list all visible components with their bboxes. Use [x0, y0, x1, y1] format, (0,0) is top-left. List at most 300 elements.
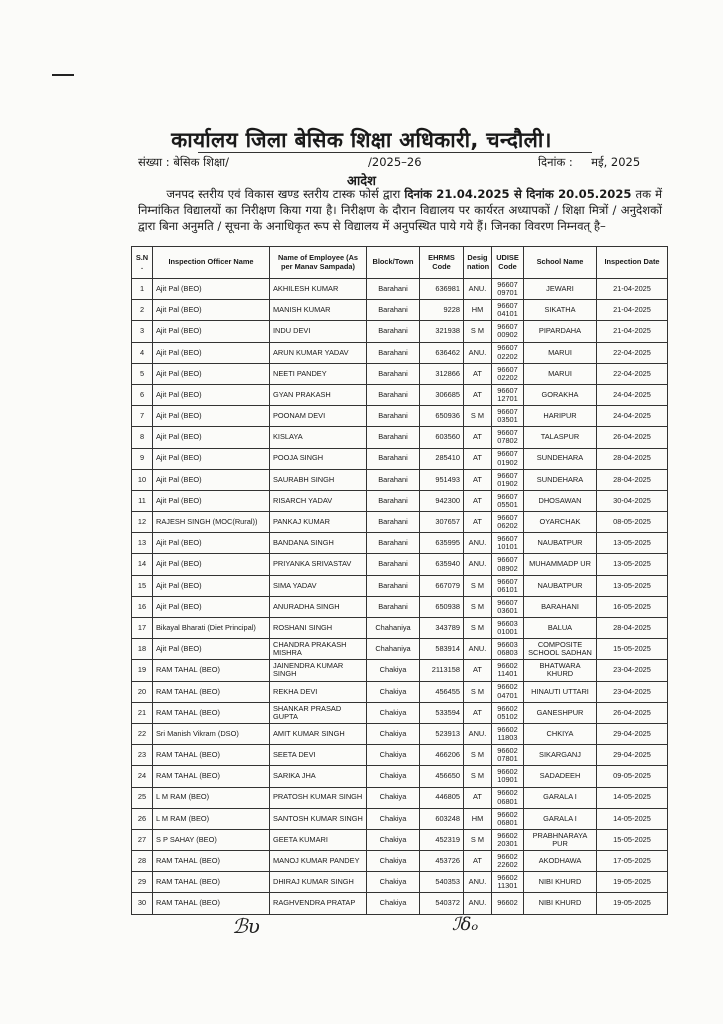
cell-udise-code: 96603 01001 — [492, 618, 524, 639]
cell-inspection-officer: Ajit Pal (BEO) — [153, 490, 270, 511]
cell-school-name: PIPARDAHA — [524, 321, 597, 342]
cell-block: Chakiya — [367, 702, 420, 723]
cell-block: Barahani — [367, 533, 420, 554]
cell-school-name: SUNDEHARA — [524, 448, 597, 469]
cell-udise-code: 96603 06803 — [492, 639, 524, 660]
cell-udise-code: 96607 10101 — [492, 533, 524, 554]
cell-employee-name: SAURABH SINGH — [270, 469, 367, 490]
cell-inspection-date: 08-05-2025 — [597, 512, 668, 533]
cell-udise-code: 96602 11301 — [492, 872, 524, 893]
cell-employee-name: POOJA SINGH — [270, 448, 367, 469]
cell-school-name: PRABHNARAYA PUR — [524, 829, 597, 850]
cell-block: Barahani — [367, 490, 420, 511]
cell-udise-code: 96607 12701 — [492, 384, 524, 405]
cell-inspection-officer: Bikayal Bharati (Diet Principal) — [153, 618, 270, 639]
cell-inspection-officer: Ajit Pal (BEO) — [153, 639, 270, 660]
cell-block: Barahani — [367, 342, 420, 363]
table-row — [132, 300, 668, 321]
cell-ehrms-code: 603560 — [420, 427, 464, 448]
cell-inspection-date: 29-04-2025 — [597, 723, 668, 744]
cell-ehrms-code: 453726 — [420, 851, 464, 872]
table-row — [132, 596, 668, 617]
cell-school-name: COMPOSITE SCHOOL SADHAN — [524, 639, 597, 660]
paragraph-text-2: तक में निम्नांकित विद्यालयों का निरीक्षण किया गया है। निरीक्षण के दौरान विद्यालय पर कार्यरत अध्यापकों / शिक्षा मित्रों / अनुदेशकों द्वारा बिना अनुमति / सूचना के अनाधिकृत रूप से विद्यालय में अनुपस्थित पाये गये हैं। जिनका विवरण निम्नवत् है– — [138, 187, 662, 234]
table-row — [132, 787, 668, 808]
cell-designation: AT — [464, 787, 492, 808]
cell-designation: AT — [464, 384, 492, 405]
cell-ehrms-code: 312866 — [420, 363, 464, 384]
cell-udise-code: 96602 22602 — [492, 851, 524, 872]
cell-inspection-date: 28-04-2025 — [597, 618, 668, 639]
cell-inspection-officer: S P SAHAY (BEO) — [153, 829, 270, 850]
cell-block: Barahani — [367, 406, 420, 427]
cell-sn: 7 — [132, 406, 153, 427]
office-title: कार्यालय जिला बेसिक शिक्षा अधिकारी, चन्दौली। — [171, 128, 552, 152]
table-row — [132, 554, 668, 575]
cell-ehrms-code: 667079 — [420, 575, 464, 596]
cell-ehrms-code: 942300 — [420, 490, 464, 511]
cell-sn: 29 — [132, 872, 153, 893]
cell-school-name: NIBI KHURD — [524, 893, 597, 914]
cell-designation: HM — [464, 300, 492, 321]
cell-inspection-officer: Ajit Pal (BEO) — [153, 448, 270, 469]
cell-inspection-officer: Ajit Pal (BEO) — [153, 596, 270, 617]
reference-year: /2025–26 — [368, 155, 422, 169]
cell-block: Chakiya — [367, 872, 420, 893]
cell-sn: 13 — [132, 533, 153, 554]
cell-employee-name: INDU DEVI — [270, 321, 367, 342]
cell-inspection-date: 23-04-2025 — [597, 660, 668, 681]
column-header-ehrms-code: EHRMS Code — [420, 247, 464, 279]
cell-school-name: OYARCHAK — [524, 512, 597, 533]
cell-inspection-date: 13-05-2025 — [597, 554, 668, 575]
cell-inspection-officer: RAM TAHAL (BEO) — [153, 872, 270, 893]
cell-designation: ANU. — [464, 872, 492, 893]
cell-udise-code: 96607 02202 — [492, 363, 524, 384]
cell-ehrms-code: 466206 — [420, 745, 464, 766]
cell-inspection-date: 22-04-2025 — [597, 342, 668, 363]
cell-designation: S M — [464, 596, 492, 617]
table-row — [132, 872, 668, 893]
cell-inspection-officer: L M RAM (BEO) — [153, 787, 270, 808]
cell-inspection-date: 21-04-2025 — [597, 300, 668, 321]
cell-employee-name: MANOJ KUMAR PANDEY — [270, 851, 367, 872]
cell-block: Barahani — [367, 363, 420, 384]
cell-designation: S M — [464, 618, 492, 639]
cell-school-name: JEWARI — [524, 279, 597, 300]
cell-employee-name: SANTOSH KUMAR SINGH — [270, 808, 367, 829]
cell-inspection-officer: RAM TAHAL (BEO) — [153, 851, 270, 872]
cell-udise-code: 96607 07802 — [492, 427, 524, 448]
date-range-text: दिनांक 21.04.2025 से दिनांक 20.05.2025 — [404, 187, 632, 201]
cell-employee-name: SHANKAR PRASAD GUPTA — [270, 702, 367, 723]
table-row — [132, 618, 668, 639]
cell-employee-name: SIMA YADAV — [270, 575, 367, 596]
cell-inspection-date: 23-04-2025 — [597, 681, 668, 702]
cell-inspection-officer: Ajit Pal (BEO) — [153, 342, 270, 363]
cell-sn: 3 — [132, 321, 153, 342]
table-row — [132, 681, 668, 702]
signature-left: ℬυ — [232, 914, 260, 938]
cell-sn: 5 — [132, 363, 153, 384]
cell-ehrms-code: 583914 — [420, 639, 464, 660]
cell-sn: 2 — [132, 300, 153, 321]
cell-inspection-officer: Ajit Pal (BEO) — [153, 575, 270, 596]
cell-designation: AT — [464, 490, 492, 511]
column-header-block: Block/Town — [367, 247, 420, 279]
table-row — [132, 490, 668, 511]
cell-sn: 14 — [132, 554, 153, 575]
cell-block: Chahaniya — [367, 639, 420, 660]
cell-designation: ANU. — [464, 533, 492, 554]
cell-block: Chakiya — [367, 660, 420, 681]
cell-inspection-officer: Ajit Pal (BEO) — [153, 427, 270, 448]
table-row — [132, 639, 668, 660]
cell-school-name: GARALA I — [524, 787, 597, 808]
cell-block: Chakiya — [367, 681, 420, 702]
cell-sn: 1 — [132, 279, 153, 300]
table-row — [132, 384, 668, 405]
cell-designation: S M — [464, 321, 492, 342]
cell-ehrms-code: 540372 — [420, 893, 464, 914]
cell-school-name: SIKATHA — [524, 300, 597, 321]
cell-employee-name: BANDANA SINGH — [270, 533, 367, 554]
cell-block: Barahani — [367, 300, 420, 321]
table-row — [132, 766, 668, 787]
column-header-inspection-officer: Inspection Officer Name — [153, 247, 270, 279]
cell-inspection-date: 30-04-2025 — [597, 490, 668, 511]
cell-designation: ANU. — [464, 342, 492, 363]
cell-block: Chahaniya — [367, 618, 420, 639]
cell-employee-name: REKHA DEVI — [270, 681, 367, 702]
cell-udise-code: 96607 06101 — [492, 575, 524, 596]
cell-block: Barahani — [367, 321, 420, 342]
cell-inspection-date: 14-05-2025 — [597, 808, 668, 829]
cell-inspection-officer: Ajit Pal (BEO) — [153, 279, 270, 300]
cell-udise-code: 96607 03501 — [492, 406, 524, 427]
table-row — [132, 469, 668, 490]
cell-ehrms-code: 540353 — [420, 872, 464, 893]
cell-sn: 22 — [132, 723, 153, 744]
cell-udise-code: 96607 09701 — [492, 279, 524, 300]
cell-inspection-date: 21-04-2025 — [597, 279, 668, 300]
cell-employee-name: PANKAJ KUMAR — [270, 512, 367, 533]
cell-inspection-date: 21-04-2025 — [597, 321, 668, 342]
signature-right: ℐδₒ — [452, 914, 479, 935]
cell-ehrms-code: 951493 — [420, 469, 464, 490]
cell-school-name: CHKIYA — [524, 723, 597, 744]
cell-block: Chakiya — [367, 893, 420, 914]
cell-inspection-officer: L M RAM (BEO) — [153, 808, 270, 829]
cell-ehrms-code: 321938 — [420, 321, 464, 342]
order-heading: आदेश — [346, 174, 377, 189]
cell-inspection-date: 28-04-2025 — [597, 469, 668, 490]
cell-designation: AT — [464, 512, 492, 533]
column-header-employee-name: Name of Employee (As per Manav Sampada) — [270, 247, 367, 279]
table-row — [132, 851, 668, 872]
cell-ehrms-code: 635995 — [420, 533, 464, 554]
cell-employee-name: RISARCH YADAV — [270, 490, 367, 511]
cell-ehrms-code: 635940 — [420, 554, 464, 575]
cell-block: Barahani — [367, 554, 420, 575]
table-row — [132, 321, 668, 342]
cell-sn: 27 — [132, 829, 153, 850]
cell-inspection-officer: Ajit Pal (BEO) — [153, 363, 270, 384]
table-row — [132, 406, 668, 427]
cell-inspection-date: 22-04-2025 — [597, 363, 668, 384]
cell-inspection-date: 24-04-2025 — [597, 406, 668, 427]
column-header-udise-code: UDISE Code — [492, 247, 524, 279]
cell-employee-name: POONAM DEVI — [270, 406, 367, 427]
cell-school-name: NIBI KHURD — [524, 872, 597, 893]
cell-designation: AT — [464, 702, 492, 723]
column-header-designation: Desig nation — [464, 247, 492, 279]
cell-sn: 8 — [132, 427, 153, 448]
cell-block: Chakiya — [367, 851, 420, 872]
cell-block: Barahani — [367, 427, 420, 448]
cell-sn: 25 — [132, 787, 153, 808]
cell-inspection-officer: Ajit Pal (BEO) — [153, 321, 270, 342]
cell-inspection-date: 24-04-2025 — [597, 384, 668, 405]
cell-ehrms-code: 523913 — [420, 723, 464, 744]
cell-inspection-officer: RAM TAHAL (BEO) — [153, 766, 270, 787]
cell-school-name: SUNDEHARA — [524, 469, 597, 490]
cell-udise-code: 96602 — [492, 893, 524, 914]
cell-designation: AT — [464, 660, 492, 681]
cell-ehrms-code: 650938 — [420, 596, 464, 617]
cell-employee-name: AMIT KUMAR SINGH — [270, 723, 367, 744]
cell-ehrms-code: 446805 — [420, 787, 464, 808]
cell-school-name: GORAKHA — [524, 384, 597, 405]
column-header-inspection-date: Inspection Date — [597, 247, 668, 279]
paragraph-text-1: जनपद स्तरीय एवं विकास खण्ड स्तरीय टास्क फोर्स द्वारा — [166, 187, 405, 201]
cell-block: Chakiya — [367, 787, 420, 808]
cell-sn: 15 — [132, 575, 153, 596]
cell-udise-code: 96607 08902 — [492, 554, 524, 575]
cell-designation: S M — [464, 766, 492, 787]
cell-employee-name: SEETA DEVI — [270, 745, 367, 766]
cell-school-name: HARIPUR — [524, 406, 597, 427]
cell-sn: 17 — [132, 618, 153, 639]
cell-designation: AT — [464, 448, 492, 469]
cell-udise-code: 96607 04101 — [492, 300, 524, 321]
cell-sn: 28 — [132, 851, 153, 872]
table-row — [132, 363, 668, 384]
cell-udise-code: 96602 04701 — [492, 681, 524, 702]
cell-inspection-officer: RAJESH SINGH (MOC(Rural)) — [153, 512, 270, 533]
cell-employee-name: JAINENDRA KUMAR SINGH — [270, 660, 367, 681]
column-header-school-name: School Name — [524, 247, 597, 279]
cell-inspection-date: 19-05-2025 — [597, 872, 668, 893]
table-row — [132, 723, 668, 744]
cell-inspection-date: 14-05-2025 — [597, 787, 668, 808]
cell-inspection-officer: RAM TAHAL (BEO) — [153, 660, 270, 681]
cell-inspection-officer: Ajit Pal (BEO) — [153, 384, 270, 405]
cell-inspection-date: 29-04-2025 — [597, 745, 668, 766]
cell-school-name: MUHAMMADP UR — [524, 554, 597, 575]
cell-sn: 19 — [132, 660, 153, 681]
cell-school-name: SADADEEH — [524, 766, 597, 787]
cell-designation: AT — [464, 363, 492, 384]
cell-udise-code: 96602 11803 — [492, 723, 524, 744]
cell-inspection-date: 16-05-2025 — [597, 596, 668, 617]
cell-udise-code: 96602 10901 — [492, 766, 524, 787]
cell-block: Chakiya — [367, 808, 420, 829]
cell-block: Barahani — [367, 469, 420, 490]
cell-udise-code: 96602 11401 — [492, 660, 524, 681]
cell-ehrms-code: 603248 — [420, 808, 464, 829]
cell-ehrms-code: 9228 — [420, 300, 464, 321]
cell-inspection-officer: RAM TAHAL (BEO) — [153, 745, 270, 766]
cell-employee-name: GYAN PRAKASH — [270, 384, 367, 405]
cell-block: Barahani — [367, 384, 420, 405]
cell-ehrms-code: 2113158 — [420, 660, 464, 681]
table-row — [132, 512, 668, 533]
cell-designation: S M — [464, 745, 492, 766]
cell-udise-code: 96602 06801 — [492, 787, 524, 808]
cell-ehrms-code: 452319 — [420, 829, 464, 850]
cell-designation: AT — [464, 427, 492, 448]
cell-udise-code: 96607 05501 — [492, 490, 524, 511]
cell-ehrms-code: 533594 — [420, 702, 464, 723]
cell-sn: 20 — [132, 681, 153, 702]
cell-school-name: GARALA I — [524, 808, 597, 829]
table-row — [132, 829, 668, 850]
absent-staff-table — [131, 246, 668, 915]
cell-sn: 12 — [132, 512, 153, 533]
cell-ehrms-code: 306685 — [420, 384, 464, 405]
table-row — [132, 893, 668, 914]
cell-employee-name: ROSHANI SINGH — [270, 618, 367, 639]
margin-dash-mark — [52, 74, 74, 76]
cell-ehrms-code: 650936 — [420, 406, 464, 427]
cell-employee-name: MANISH KUMAR — [270, 300, 367, 321]
cell-inspection-officer: RAM TAHAL (BEO) — [153, 681, 270, 702]
table-row — [132, 342, 668, 363]
cell-inspection-officer: Sri Manish Vikram (DSO) — [153, 723, 270, 744]
cell-udise-code: 96607 00902 — [492, 321, 524, 342]
cell-designation: S M — [464, 575, 492, 596]
cell-designation: ANU. — [464, 639, 492, 660]
cell-school-name: AKODHAWA — [524, 851, 597, 872]
table-row — [132, 745, 668, 766]
cell-block: Chakiya — [367, 723, 420, 744]
cell-ehrms-code: 636981 — [420, 279, 464, 300]
cell-block: Barahani — [367, 596, 420, 617]
title-underline — [198, 152, 592, 153]
cell-designation: ANU. — [464, 893, 492, 914]
cell-employee-name: CHANDRA PRAKASH MISHRA — [270, 639, 367, 660]
cell-sn: 6 — [132, 384, 153, 405]
cell-designation: ANU. — [464, 723, 492, 744]
reference-number: संख्या : बेसिक शिक्षा/ — [138, 155, 230, 169]
cell-designation: HM — [464, 808, 492, 829]
cell-inspection-officer: Ajit Pal (BEO) — [153, 533, 270, 554]
cell-designation: S M — [464, 406, 492, 427]
cell-inspection-date: 19-05-2025 — [597, 893, 668, 914]
cell-inspection-date: 09-05-2025 — [597, 766, 668, 787]
cell-block: Barahani — [367, 575, 420, 596]
cell-inspection-date: 13-05-2025 — [597, 575, 668, 596]
cell-inspection-officer: Ajit Pal (BEO) — [153, 469, 270, 490]
table-row — [132, 448, 668, 469]
cell-udise-code: 96602 06801 — [492, 808, 524, 829]
cell-school-name: SIKARGANJ — [524, 745, 597, 766]
cell-block: Chakiya — [367, 829, 420, 850]
cell-udise-code: 96607 01902 — [492, 469, 524, 490]
order-paragraph — [138, 186, 662, 235]
cell-employee-name: ARUN KUMAR YADAV — [270, 342, 367, 363]
cell-employee-name: SARIKA JHA — [270, 766, 367, 787]
cell-inspection-date: 26-04-2025 — [597, 702, 668, 723]
cell-inspection-officer: RAM TAHAL (BEO) — [153, 893, 270, 914]
table-row — [132, 660, 668, 681]
cell-inspection-date: 26-04-2025 — [597, 427, 668, 448]
cell-school-name: GANESHPUR — [524, 702, 597, 723]
cell-sn: 9 — [132, 448, 153, 469]
cell-school-name: HINAUTI UTTARI — [524, 681, 597, 702]
cell-inspection-date: 15-05-2025 — [597, 829, 668, 850]
cell-udise-code: 96607 01902 — [492, 448, 524, 469]
cell-block: Barahani — [367, 448, 420, 469]
cell-ehrms-code: 456650 — [420, 766, 464, 787]
cell-udise-code: 96602 07801 — [492, 745, 524, 766]
cell-sn: 24 — [132, 766, 153, 787]
cell-block: Chakiya — [367, 745, 420, 766]
table-row — [132, 427, 668, 448]
cell-inspection-date: 15-05-2025 — [597, 639, 668, 660]
cell-block: Chakiya — [367, 766, 420, 787]
cell-block: Barahani — [367, 512, 420, 533]
cell-inspection-date: 28-04-2025 — [597, 448, 668, 469]
cell-sn: 11 — [132, 490, 153, 511]
cell-sn: 21 — [132, 702, 153, 723]
column-header-sn: S.N . — [132, 247, 153, 279]
cell-inspection-officer: Ajit Pal (BEO) — [153, 300, 270, 321]
cell-designation: AT — [464, 469, 492, 490]
order-date: दिनांक : मई, 2025 — [538, 155, 641, 169]
cell-designation: AT — [464, 851, 492, 872]
cell-udise-code: 96607 06202 — [492, 512, 524, 533]
cell-sn: 16 — [132, 596, 153, 617]
cell-school-name: MARUI — [524, 342, 597, 363]
table-row — [132, 575, 668, 596]
cell-udise-code: 96602 20301 — [492, 829, 524, 850]
cell-school-name: TALASPUR — [524, 427, 597, 448]
table-header-row — [132, 247, 668, 279]
cell-employee-name: GEETA KUMARI — [270, 829, 367, 850]
cell-udise-code: 96602 05102 — [492, 702, 524, 723]
cell-inspection-officer: RAM TAHAL (BEO) — [153, 702, 270, 723]
cell-sn: 10 — [132, 469, 153, 490]
cell-designation: S M — [464, 681, 492, 702]
cell-udise-code: 96607 03601 — [492, 596, 524, 617]
cell-ehrms-code: 343789 — [420, 618, 464, 639]
cell-udise-code: 96607 02202 — [492, 342, 524, 363]
cell-sn: 18 — [132, 639, 153, 660]
cell-sn: 26 — [132, 808, 153, 829]
cell-employee-name: KISLAYA — [270, 427, 367, 448]
cell-sn: 30 — [132, 893, 153, 914]
cell-ehrms-code: 636462 — [420, 342, 464, 363]
table-row — [132, 533, 668, 554]
cell-employee-name: PRATOSH KUMAR SINGH — [270, 787, 367, 808]
cell-school-name: BHATWARA KHURD — [524, 660, 597, 681]
table-row — [132, 808, 668, 829]
table-row — [132, 279, 668, 300]
cell-school-name: MARUI — [524, 363, 597, 384]
cell-inspection-date: 17-05-2025 — [597, 851, 668, 872]
